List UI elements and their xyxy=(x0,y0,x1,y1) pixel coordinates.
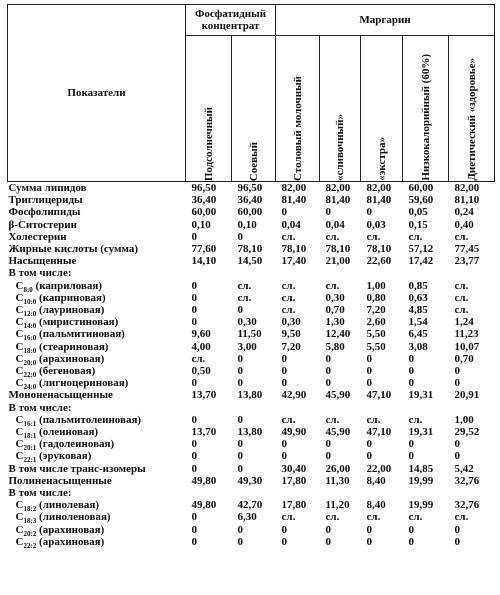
cell-value: 0 xyxy=(366,377,373,390)
row-label: Мононенасыщенные xyxy=(8,389,113,402)
cell-value: 78,10 xyxy=(366,243,392,256)
table-row xyxy=(8,267,495,279)
cell-value: сл. xyxy=(454,279,469,292)
cell-value: 21,00 xyxy=(325,255,351,268)
cell-value: 59,60 xyxy=(408,194,434,207)
row-label: $C_{8:0}$ (каприловая) xyxy=(15,279,102,294)
cell-value: 13,80 xyxy=(237,426,263,439)
indicators-header: Показатели xyxy=(8,5,186,182)
row-label: В том числе транс-изомеры xyxy=(8,462,146,475)
cell-value xyxy=(403,402,449,414)
table-row xyxy=(8,194,495,206)
cell-value: 78,10 xyxy=(325,243,351,256)
row-label: Жирные кислоты (сумма) xyxy=(8,243,139,256)
margarine-group-header: Маргарин xyxy=(276,5,495,36)
cell-value: 0 xyxy=(454,535,461,548)
cell-value xyxy=(186,402,232,414)
cell-value: 82,00 xyxy=(361,182,403,195)
cell-value: 9,60 xyxy=(191,328,211,341)
row-label: Сумма липидов xyxy=(8,182,186,195)
cell-value: 77,60 xyxy=(191,243,217,256)
cell-value: 0 xyxy=(408,377,415,390)
cell-value: 81,10 xyxy=(454,194,480,207)
cell-value: 49,30 xyxy=(237,474,263,487)
cell-value: 0 xyxy=(366,450,373,463)
cell-value: 49,90 xyxy=(281,426,307,439)
cell-value: сл. xyxy=(454,230,469,243)
row-label: $C_{20:0}$ (арахиновая) xyxy=(15,352,105,368)
cell-value: 11,30 xyxy=(325,474,350,487)
col-header-table-milk: Столовый молочный xyxy=(276,36,320,182)
table-row xyxy=(8,316,495,328)
cell-value xyxy=(276,487,320,499)
col-header-extra: «экстра» xyxy=(361,36,403,182)
table-row xyxy=(8,426,495,438)
cell-value: 32,76 xyxy=(454,474,480,487)
cell-value: 96,50 xyxy=(232,182,276,195)
cell-value: 0 xyxy=(191,230,197,243)
cell-value: 0 xyxy=(325,352,332,365)
cell-value: 14,50 xyxy=(237,255,263,268)
cell-value xyxy=(232,402,276,414)
cell-value: 5,50 xyxy=(366,328,386,341)
cell-value: 12,40 xyxy=(325,328,351,341)
row-label: В том числе: xyxy=(8,267,72,280)
cell-value: 0,10 xyxy=(237,218,257,231)
cell-value: 5,42 xyxy=(454,462,474,475)
cell-value xyxy=(186,487,232,499)
row-label: $C_{22:1}$ (эруковая) xyxy=(15,450,92,465)
cell-value: 0 xyxy=(454,438,461,451)
row-label: $C_{20:1}$ (гадолеиновая) xyxy=(15,438,115,453)
cell-value: 0 xyxy=(281,450,288,463)
cell-value: сл. xyxy=(325,279,340,292)
row-label: $C_{16:0}$ (пальмитиновая) xyxy=(15,328,125,343)
cell-value: 82,00 xyxy=(276,182,320,195)
cell-value: 30,40 xyxy=(281,462,307,475)
cell-value: 8,40 xyxy=(366,499,386,512)
cell-value: 0 xyxy=(191,377,197,390)
cell-value: сл. xyxy=(281,511,296,524)
row-label: В том числе: xyxy=(8,401,72,414)
cell-value: 45,90 xyxy=(325,426,351,439)
cell-value: 7,20 xyxy=(366,304,386,317)
row-label: β-Ситостерин xyxy=(8,218,77,231)
row-label: $C_{10:0}$ (каприновая) xyxy=(15,291,106,307)
table-row xyxy=(8,377,495,389)
cell-value: 0,30 xyxy=(237,316,257,329)
cell-value xyxy=(449,402,495,414)
cell-value: 49,80 xyxy=(191,499,217,512)
cell-value: 0 xyxy=(281,438,288,451)
cell-value: 2,60 xyxy=(366,316,386,329)
table-row xyxy=(8,255,495,267)
cell-value: 13,80 xyxy=(237,389,263,402)
row-label: Триглицериды xyxy=(8,194,83,207)
cell-value: 0 xyxy=(325,438,332,451)
cell-value: 0 xyxy=(237,535,243,548)
cell-value: 0,50 xyxy=(191,365,211,378)
cell-value: 0,85 xyxy=(408,279,428,292)
cell-value: 0 xyxy=(281,365,288,378)
cell-value: 13,70 xyxy=(191,389,217,402)
cell-value: 60,00 xyxy=(191,206,217,219)
cell-value: 9,50 xyxy=(281,328,301,341)
cell-value: 0 xyxy=(237,523,243,536)
cell-value: 0 xyxy=(325,377,332,390)
cell-value: 96,50 xyxy=(186,182,232,195)
cell-value: сл. xyxy=(281,304,296,317)
cell-value: 0 xyxy=(237,413,243,426)
cell-value: 0 xyxy=(237,230,243,243)
col-header-dietary-health: Диетический «здоровье» xyxy=(449,36,495,182)
cell-value: 0 xyxy=(325,523,332,536)
cell-value: 0 xyxy=(366,438,373,451)
cell-value: 0,70 xyxy=(325,304,345,317)
cell-value: 0,24 xyxy=(454,206,474,219)
cell-value: 81,40 xyxy=(281,194,307,207)
cell-value: 1,00 xyxy=(366,279,386,292)
cell-value: 0 xyxy=(366,352,373,365)
cell-value: сл. xyxy=(325,413,340,426)
cell-value: 0 xyxy=(191,291,197,304)
cell-value: 0 xyxy=(366,365,373,378)
cell-value: 1,24 xyxy=(454,316,474,329)
cell-value: 0 xyxy=(191,279,197,292)
cell-value xyxy=(449,487,495,499)
cell-value: 0,04 xyxy=(281,218,301,231)
cell-value: сл. xyxy=(325,511,340,524)
cell-value: 49,80 xyxy=(191,474,217,487)
table-body xyxy=(8,182,495,549)
cell-value xyxy=(186,267,232,279)
cell-value: 17,80 xyxy=(281,474,307,487)
cell-value: 0 xyxy=(454,377,461,390)
cell-value: 10,07 xyxy=(454,340,480,353)
table-row xyxy=(8,389,495,401)
cell-value: 32,76 xyxy=(454,499,480,512)
table-row xyxy=(8,341,495,353)
cell-value: сл. xyxy=(237,291,252,304)
cell-value: 0,04 xyxy=(325,218,345,231)
cell-value: сл. xyxy=(191,352,206,365)
cell-value: 0 xyxy=(237,462,243,475)
table-row xyxy=(8,182,495,195)
row-label: $C_{22:2}$ (арахиновая) xyxy=(15,535,105,551)
cell-value: 0 xyxy=(237,352,243,365)
table-row xyxy=(8,536,495,548)
row-label: $C_{12:0}$ (лауриновая) xyxy=(15,304,105,319)
cell-value: 0 xyxy=(325,365,332,378)
cell-value: 0 xyxy=(408,438,415,451)
cell-value: 6,30 xyxy=(237,511,257,524)
cell-value: 57,12 xyxy=(408,243,434,256)
cell-value: 0 xyxy=(408,535,415,548)
cell-value: 4,00 xyxy=(191,340,211,353)
cell-value: сл. xyxy=(454,511,469,524)
table-row xyxy=(8,475,495,487)
table-row xyxy=(8,243,495,255)
cell-value: 0,03 xyxy=(366,218,386,231)
cell-value: 11,20 xyxy=(325,499,350,512)
cell-value: сл. xyxy=(366,230,381,243)
nutrient-composition-table xyxy=(7,4,495,551)
col-header-soy: Соевый xyxy=(232,36,276,182)
table-row xyxy=(8,292,495,304)
cell-value: 0 xyxy=(191,316,197,329)
cell-value: сл. xyxy=(408,413,423,426)
row-label: Холестерин xyxy=(8,230,67,243)
cell-value: 0 xyxy=(237,304,243,317)
cell-value: 13,70 xyxy=(191,426,217,439)
cell-value: 47,10 xyxy=(366,426,392,439)
cell-value: 0 xyxy=(191,304,197,317)
cell-value: 78,10 xyxy=(237,243,263,256)
cell-value xyxy=(276,402,320,414)
cell-value: сл. xyxy=(325,230,340,243)
table-row xyxy=(8,365,495,377)
col-header-sunflower: Подсолнечный xyxy=(186,36,232,182)
cell-value: сл. xyxy=(281,230,296,243)
cell-value: 6,45 xyxy=(408,328,428,341)
cell-value: 0 xyxy=(325,535,332,548)
table-row xyxy=(8,487,495,499)
table-row xyxy=(8,328,495,340)
cell-value: 0 xyxy=(237,450,243,463)
cell-value: 3,00 xyxy=(237,340,257,353)
table-row xyxy=(8,499,495,511)
cell-value: 0 xyxy=(237,365,243,378)
row-label: Полиненасыщенные xyxy=(8,474,112,487)
cell-value: 42,90 xyxy=(281,389,307,402)
cell-value: 60,00 xyxy=(403,182,449,195)
cell-value: 0 xyxy=(191,413,197,426)
table-row xyxy=(8,280,495,292)
cell-value xyxy=(403,267,449,279)
cell-value: 7,20 xyxy=(281,340,301,353)
cell-value: 36,40 xyxy=(191,194,217,207)
cell-value: 17,42 xyxy=(408,255,434,268)
cell-value: сл. xyxy=(408,230,423,243)
cell-value xyxy=(320,402,361,414)
cell-value: 14,10 xyxy=(191,255,217,268)
row-label: $C_{20:2}$ (арахиновая) xyxy=(15,523,105,538)
row-label: $C_{14:0}$ (миристиновая) xyxy=(15,316,119,331)
row-label: $C_{18:1}$ (олеиновая) xyxy=(15,426,99,441)
cell-value: 17,40 xyxy=(281,255,307,268)
row-label: В том числе: xyxy=(8,487,72,500)
table-row xyxy=(8,353,495,365)
cell-value: 0,10 xyxy=(191,218,211,231)
cell-value: 0,80 xyxy=(366,291,386,304)
cell-value: 0 xyxy=(191,535,197,548)
table-row xyxy=(8,511,495,523)
cell-value: 23,77 xyxy=(454,255,480,268)
table-row xyxy=(8,524,495,536)
cell-value: сл. xyxy=(281,413,296,426)
table-row xyxy=(8,402,495,414)
cell-value: сл. xyxy=(366,413,381,426)
table-row xyxy=(8,450,495,462)
phosphatide-group-header: Фосфатидный концентрат xyxy=(186,5,276,36)
cell-value: сл. xyxy=(237,279,252,292)
cell-value: 0 xyxy=(366,535,373,548)
cell-value xyxy=(320,267,361,279)
cell-value: сл. xyxy=(366,511,381,524)
cell-value: 0 xyxy=(237,377,243,390)
cell-value: 0,05 xyxy=(408,206,428,219)
cell-value: 0 xyxy=(191,462,197,475)
cell-value: 19,99 xyxy=(408,474,434,487)
cell-value: 77,45 xyxy=(454,243,480,256)
cell-value: 0 xyxy=(281,377,288,390)
cell-value: 81,40 xyxy=(366,194,392,207)
cell-value: 0 xyxy=(408,450,415,463)
cell-value: 0 xyxy=(191,450,197,463)
table-row xyxy=(8,206,495,218)
cell-value: 11,50 xyxy=(237,328,262,341)
cell-value: 0 xyxy=(281,206,288,219)
col-header-creamy: «сливочный» xyxy=(320,36,361,182)
cell-value: 1,54 xyxy=(408,316,428,329)
cell-value: 4,85 xyxy=(408,304,428,317)
cell-value: 0,30 xyxy=(325,291,345,304)
cell-value: 0 xyxy=(408,523,415,536)
cell-value: 0 xyxy=(237,438,243,451)
table-row xyxy=(8,414,495,426)
cell-value: сл. xyxy=(408,511,423,524)
cell-value xyxy=(320,487,361,499)
cell-value xyxy=(403,487,449,499)
cell-value: сл. xyxy=(454,304,469,317)
cell-value: 0 xyxy=(281,535,288,548)
row-label: $C_{16:1}$ (пальмитолеиновая) xyxy=(15,413,142,429)
cell-value: 0 xyxy=(191,511,197,524)
cell-value: 19,99 xyxy=(408,499,434,512)
cell-value: 0 xyxy=(454,365,461,378)
cell-value: 0 xyxy=(325,206,332,219)
cell-value: сл. xyxy=(454,291,469,304)
row-label: $C_{18:3}$ (линоленовая) xyxy=(15,511,111,526)
cell-value: 14,85 xyxy=(408,462,434,475)
cell-value: сл. xyxy=(281,279,296,292)
cell-value: 17,80 xyxy=(281,499,307,512)
cell-value: 45,90 xyxy=(325,389,351,402)
cell-value: 82,00 xyxy=(449,182,495,195)
cell-value: 5,50 xyxy=(366,340,386,353)
cell-value: 0 xyxy=(408,365,415,378)
table-row xyxy=(8,231,495,243)
cell-value: 81,40 xyxy=(325,194,351,207)
cell-value xyxy=(361,402,403,414)
cell-value: 0,70 xyxy=(454,352,474,365)
cell-value xyxy=(361,487,403,499)
cell-value: 5,80 xyxy=(325,340,345,353)
cell-value: 42,70 xyxy=(237,499,263,512)
cell-value: 1,30 xyxy=(325,316,345,329)
cell-value: 19,31 xyxy=(408,389,434,402)
cell-value xyxy=(232,487,276,499)
cell-value: 1,00 xyxy=(454,413,474,426)
cell-value: 22,60 xyxy=(366,255,392,268)
cell-value xyxy=(232,267,276,279)
table-row xyxy=(8,219,495,231)
cell-value: 0 xyxy=(281,523,288,536)
row-label: $C_{22:0}$ (бегеновая) xyxy=(15,365,96,380)
row-label: Фосфолипиды xyxy=(8,206,81,219)
cell-value: 0 xyxy=(191,438,197,451)
cell-value: 0,15 xyxy=(408,218,428,231)
nutrient-table-container xyxy=(7,4,494,551)
table-row xyxy=(8,438,495,450)
cell-value: сл. xyxy=(281,291,296,304)
table-row xyxy=(8,304,495,316)
cell-value: 0 xyxy=(454,450,461,463)
cell-value xyxy=(361,267,403,279)
cell-value: 78,10 xyxy=(281,243,307,256)
cell-value: 0 xyxy=(366,523,373,536)
cell-value: 19,31 xyxy=(408,426,434,439)
cell-value: 8,40 xyxy=(366,474,386,487)
cell-value: 0,40 xyxy=(454,218,474,231)
cell-value: 47,10 xyxy=(366,389,392,402)
cell-value: 0 xyxy=(454,523,461,536)
col-header-low-calorie: Низкокалорийный (60%) xyxy=(403,36,449,182)
cell-value: 11,23 xyxy=(454,328,479,341)
cell-value: 26,00 xyxy=(325,462,351,475)
cell-value: 0 xyxy=(366,206,373,219)
row-label: Насыщенные xyxy=(8,255,77,268)
cell-value xyxy=(276,267,320,279)
cell-value: 29,52 xyxy=(454,426,480,439)
row-label: $C_{18:2}$ (линолевая) xyxy=(15,499,100,514)
row-label: $C_{18:0}$ (стеариновая) xyxy=(15,340,109,355)
cell-value: 20,91 xyxy=(454,389,480,402)
cell-value: 0 xyxy=(325,450,332,463)
cell-value: 0,30 xyxy=(281,316,301,329)
table-row xyxy=(8,463,495,475)
cell-value: 0 xyxy=(191,523,197,536)
cell-value: 0,63 xyxy=(408,291,428,304)
cell-value: 60,00 xyxy=(237,206,263,219)
cell-value: 0 xyxy=(408,352,415,365)
cell-value: 3,08 xyxy=(408,340,428,353)
cell-value: 82,00 xyxy=(320,182,361,195)
row-label: $C_{24:0}$ (лигноцериновая) xyxy=(15,377,129,392)
cell-value: 36,40 xyxy=(237,194,263,207)
cell-value: 0 xyxy=(281,352,288,365)
cell-value xyxy=(449,267,495,279)
cell-value: 22,00 xyxy=(366,462,392,475)
